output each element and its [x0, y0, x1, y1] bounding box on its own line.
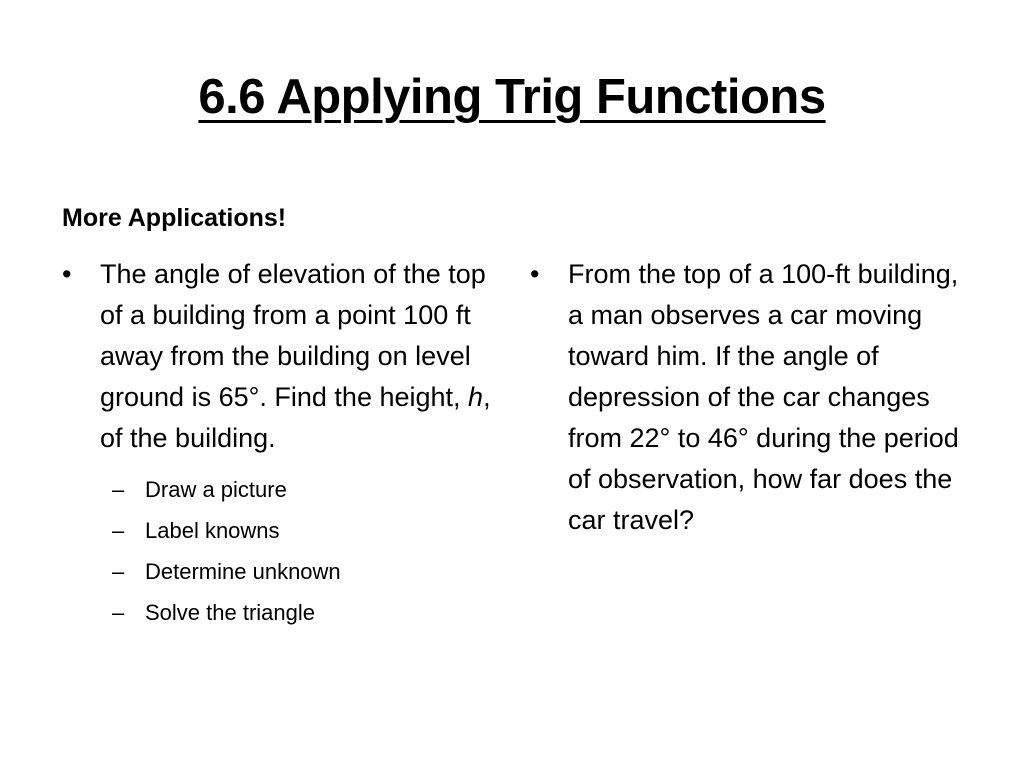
- step-item: [62, 592, 492, 633]
- step-label: Draw a picture: [145, 477, 287, 502]
- dash-marker: –: [112, 559, 125, 584]
- slide-title: 6.6 Applying Trig Functions: [198, 70, 826, 124]
- height-variable: h: [468, 382, 484, 412]
- problem-2-bullet: [530, 254, 970, 541]
- problem-1-text-start: The angle of elevation of the top of a building from a point 100 ft away from the building on level ground is 65°. Find the height,: [100, 259, 486, 412]
- dash-marker: –: [112, 600, 125, 625]
- bullet-marker: •: [62, 259, 72, 289]
- step-label: Label knowns: [145, 518, 280, 543]
- step-item: [62, 551, 492, 592]
- problem-2-text: From the top of a 100-ft building, a man observes a car moving toward him. If the angle of depression of the car changes from 22° to 46° during the period of observation, how far does the car travel?: [568, 259, 959, 535]
- right-column: [530, 254, 970, 541]
- step-item: [62, 469, 492, 510]
- step-label: Determine unknown: [145, 559, 341, 584]
- bullet-marker: •: [530, 259, 540, 289]
- dash-marker: –: [112, 518, 125, 543]
- problem-1-text-end: , of the building.: [100, 382, 491, 453]
- subheading: More Applications!: [62, 204, 287, 232]
- step-label: Solve the triangle: [145, 600, 315, 625]
- step-item: [62, 510, 492, 551]
- left-column: [62, 254, 492, 633]
- problem-1-bullet: [62, 254, 492, 459]
- steps-list: [62, 469, 492, 633]
- dash-marker: –: [112, 477, 125, 502]
